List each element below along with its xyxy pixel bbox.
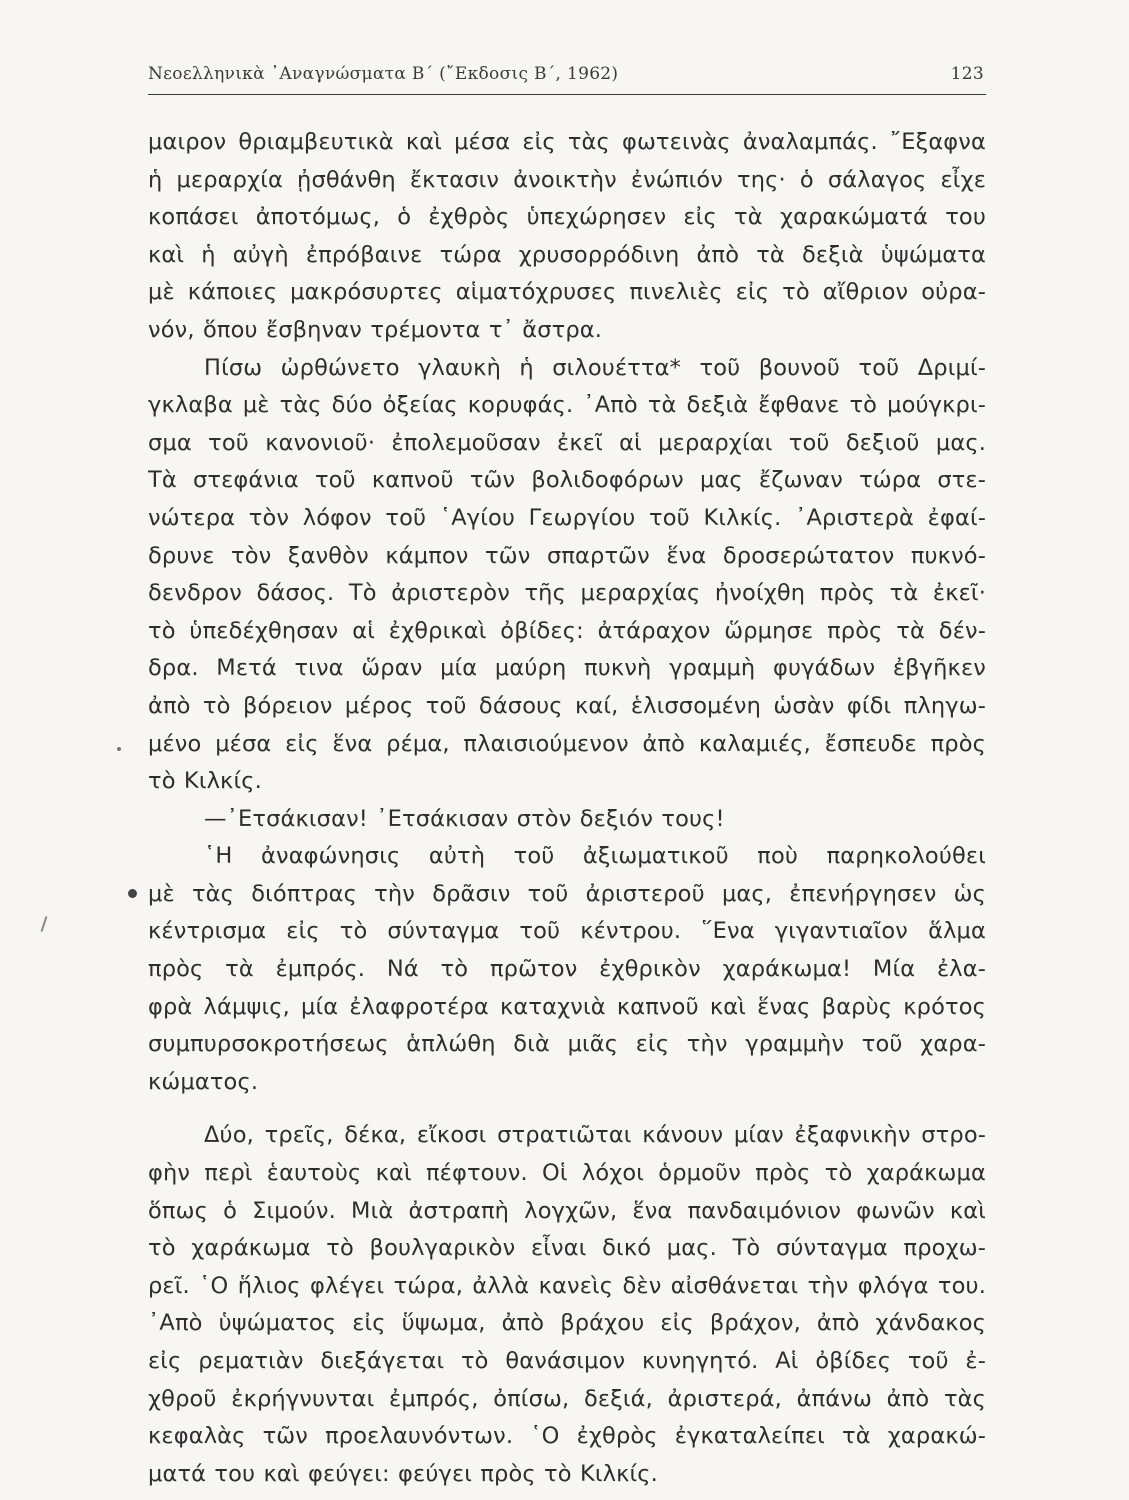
text-line: τὸ ὑπεδέχθησαν αἱ ἐχθρικαὶ ὀβίδες: ἀτάραχον ὥρμησε πρὸς τὰ δέν- [148, 617, 986, 644]
text-line: καὶ ἡ αὐγὴ ἐπρόβαινε τώρα χρυσορρόδινη ἀπὸ τὰ δεξιὰ ὑψώματα [148, 241, 986, 268]
text-line: ὅπως ὁ Σιμούν. Μιὰ ἀστραπὴ λογχῶν, ἕνα πανδαιμόνιον φωνῶν καὶ [148, 1197, 986, 1224]
paragraph [148, 124, 986, 350]
text-line: εἰς ρεματιὰν διεξάγεται τὸ θανάσιμον κυνηγητό. Αἱ ὀβίδες τοῦ ἐ- [148, 1348, 986, 1374]
text-line: ᾿Απὸ ὑψώματος εἰς ὕψωμα, ἀπὸ βράχου εἰς βράχον, ἀπὸ χάνδακος [148, 1310, 986, 1337]
text-line: Πίσω ὠρθώνετο γλαυκὴ ἡ σιλουέττα* τοῦ βουνοῦ τοῦ Δριμί- [204, 354, 986, 381]
margin-slash-mark [41, 916, 48, 932]
paragraph [148, 350, 986, 801]
text-line: νώτερα τὸν λόφον τοῦ ῾Αγίου Γεωργίου τοῦ Κιλκίς. ᾿Αριστερὰ ἐφαί- [148, 504, 986, 531]
text-line: κέντρισμα εἰς τὸ σύνταγμα τοῦ κέντρου. ῞Ενα γιγαντιαῖον ἅλμα [148, 918, 986, 945]
text-line: κώματος. [148, 1068, 259, 1095]
paragraph-gap [148, 1101, 986, 1117]
text-line: γκλαβα μὲ τὰς δύο ὀξείας κορυφάς. ᾿Απὸ τὰ δεξιὰ ἔφθανε τὸ μούγκρι- [148, 392, 986, 419]
text-line: κεφαλὰς τῶν προελαυνόντων. ῾Ο ἐχθρὸς ἐγκαταλείπει τὰ χαρακώ- [148, 1423, 986, 1450]
text-line: Δύο, τρεῖς, δέκα, εἴκοσι στρατιῶται κάνουν μίαν ἐξαφνικὴν στρο- [204, 1122, 986, 1149]
text-line: Τὰ στεφάνια τοῦ καπνοῦ τῶν βολιδοφόρων μας ἔζωναν τώρα στε- [148, 467, 986, 494]
text-line: —᾿Ετσάκισαν! ᾿Ετσάκισαν στὸν δεξιόν τους! [204, 805, 725, 832]
body-text [148, 124, 986, 1493]
text-line: μένο μέσα εἰς ἕνα ρέμα, πλαισιούμενον ἀπὸ καλαμιές, ἔσπευδε πρὸς [148, 730, 986, 757]
text-line: φὴν περὶ ἑαυτοὺς καὶ πέφτουν. Οἱ λόχοι ὁρμοῦν πρὸς τὸ χαράκωμα [148, 1160, 986, 1187]
text-line: τὸ χαράκωμα τὸ βουλγαρικὸν εἶναι δικό μας. Τὸ σύνταγμα προχω- [148, 1235, 986, 1262]
text-line: χθροῦ ἐκρήγνυνται ἐμπρός, ὀπίσω, δεξιά, ἀριστερά, ἀπάνω ἀπὸ τὰς [148, 1385, 986, 1412]
page-number: 123 [950, 64, 984, 84]
paragraph-dialogue [148, 801, 986, 839]
text-line: ἀπὸ τὸ βόρειον μέρος τοῦ δάσους καί, ἑλισσομένη ὡσὰν φίδι πληγω- [148, 692, 986, 719]
text-line: νόν, ὅπου ἔσβηναν τρέμοντα τ᾽ ἄστρα. [148, 316, 603, 343]
paragraph [148, 838, 986, 1101]
text-line: δρυνε τὸν ξανθὸν κάμπον τῶν σπαρτῶν ἕνα δροσερώτατον πυκνό- [148, 542, 986, 569]
text-line: ῾Η ἀναφώνησις αὐτὴ τοῦ ἀξιωματικοῦ ποὺ παρηκολούθει [204, 843, 986, 870]
text-line: δρα. Μετά τινα ὥραν μία μαύρη πυκνὴ γραμμὴ φυγάδων ἐβγῆκεν [148, 655, 986, 682]
running-header [148, 60, 986, 95]
text-line: συμπυρσοκροτήσεως ἁπλώθη διὰ μιᾶς εἰς τὴν γραμμὴν τοῦ χαρα- [148, 1031, 986, 1058]
text-line: μὲ τὰς διόπτρας τὴν δρᾶσιν τοῦ ἀριστεροῦ μας, ἐπενήργησεν ὡς [148, 880, 986, 907]
text-line: κοπάσει ἀποτόμως, ὁ ἐχθρὸς ὑπεχώρησεν εἰς τὰ χαρακώματά του [148, 204, 986, 231]
text-line: ρεῖ. ῾Ο ἥλιος φλέγει τώρα, ἀλλὰ κανεὶς δὲν αἰσθάνεται τὴν φλόγα του. [148, 1272, 986, 1299]
text-line: μαιρον θριαμβευτικὰ καὶ μέσα εἰς τὰς φωτεινὰς ἀναλαμπάς. ῎Εξαφνα [148, 129, 986, 155]
margin-bullet-mark [128, 889, 137, 898]
text-line: ματά του καὶ φεύγει: φεύγει πρὸς τὸ Κιλκίς. [148, 1460, 658, 1487]
text-line: πρὸς τὰ ἐμπρός. Νά τὸ πρῶτον ἐχθρικὸν χαράκωμα! Μία ἐλα- [148, 956, 986, 983]
text-line: σμα τοῦ κανονιοῦ· ἐπολεμοῦσαν ἐκεῖ αἱ μεραρχίαι τοῦ δεξιοῦ μας. [148, 429, 986, 456]
running-title: Νεοελληνικὰ ᾿Αναγνώσματα Β΄ (῎Εκδοσις Β΄, 1962) [148, 64, 619, 84]
text-line: μὲ κάποιες μακρόσυρτες αἱματόχρυσες πινελιὲς εἰς τὸ αἴθριον οὐρα- [148, 279, 986, 306]
paragraph [148, 1117, 986, 1493]
margin-speck [117, 747, 121, 751]
text-line: τὸ Κιλκίς. [148, 768, 262, 795]
text-line: δενδρον δάσος. Τὸ ἀριστερὸν τῆς μεραρχίας ἠνοίχθη πρὸς τὰ ἐκεῖ· [148, 580, 986, 607]
text-line: φρὰ λάμψις, μία ἐλαφροτέρα καταχνιὰ καπνοῦ καὶ ἕνας βαρὺς κρότος [148, 993, 986, 1020]
text-line: ἡ μεραρχία ᾐσθάνθη ἔκτασιν ἀνοικτὴν ἐνώπιόν της· ὁ σάλαγος εἶχε [148, 166, 986, 193]
